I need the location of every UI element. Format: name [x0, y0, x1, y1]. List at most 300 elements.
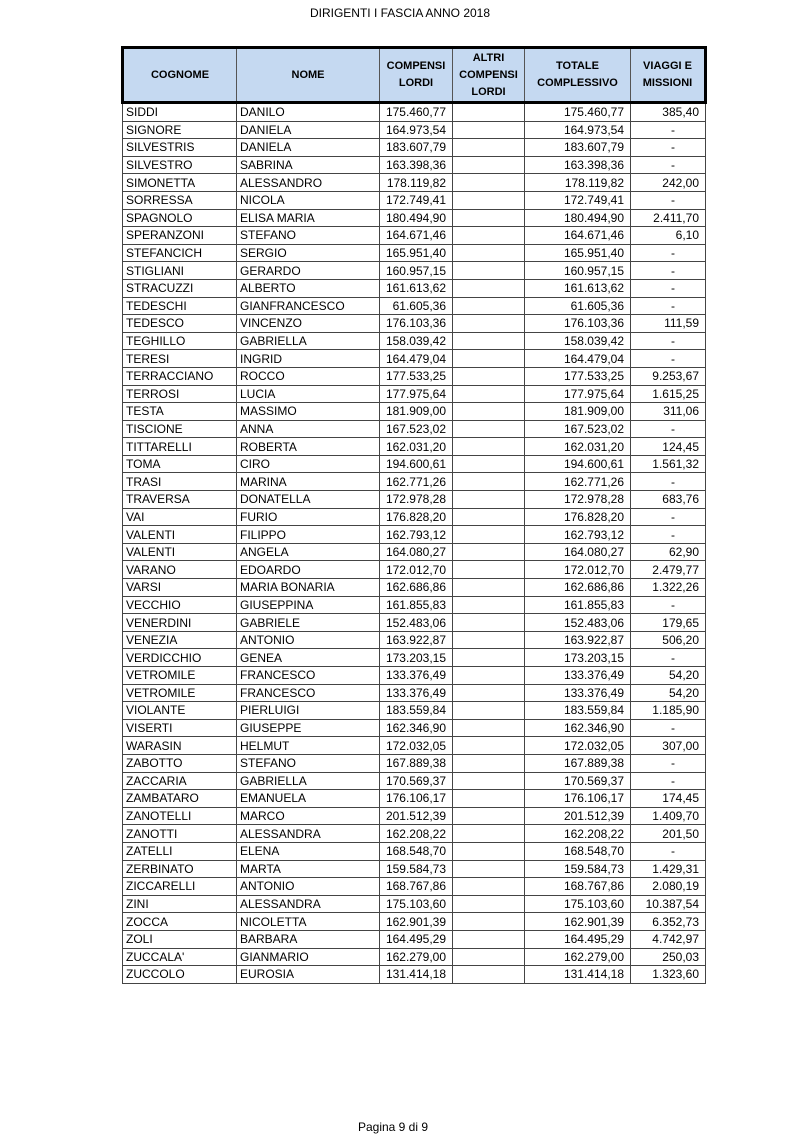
compensi-lordi-cell: 180.494,90: [380, 209, 453, 227]
cognome-cell: VIOLANTE: [123, 702, 237, 720]
altri-compensi-cell: [453, 279, 525, 297]
altri-compensi-cell: [453, 420, 525, 438]
table-row: [123, 596, 706, 614]
compensi-lordi-cell: 183.559,84: [380, 702, 453, 720]
totale-complessivo-cell: 168.548,70: [525, 842, 631, 860]
table-row: [123, 103, 706, 122]
nome-cell: EDOARDO: [237, 561, 380, 579]
totale-complessivo-cell: 172.749,41: [525, 191, 631, 209]
compensi-lordi-cell: 133.376,49: [380, 684, 453, 702]
nome-cell: MARINA: [237, 473, 380, 491]
altri-compensi-cell: [453, 244, 525, 262]
cognome-cell: STRACUZZI: [123, 279, 237, 297]
altri-compensi-cell: [453, 913, 525, 931]
altri-compensi-cell: [453, 367, 525, 385]
altri-compensi-cell: [453, 807, 525, 825]
viaggi-missioni-cell: 1.185,90: [631, 702, 706, 720]
table-row: [123, 614, 706, 632]
table-row: [123, 403, 706, 421]
viaggi-missioni-cell: -: [631, 473, 706, 491]
altri-compensi-cell: [453, 315, 525, 333]
table-row: [123, 315, 706, 333]
viaggi-missioni-cell: -: [631, 279, 706, 297]
compensi-lordi-cell: 162.279,00: [380, 948, 453, 966]
cognome-cell: TERROSI: [123, 385, 237, 403]
altri-compensi-cell: [453, 719, 525, 737]
altri-compensi-cell: [453, 403, 525, 421]
compensi-lordi-cell: 167.523,02: [380, 420, 453, 438]
totale-complessivo-cell: 176.828,20: [525, 508, 631, 526]
compensi-lordi-cell: 163.922,87: [380, 631, 453, 649]
nome-cell: GIUSEPPINA: [237, 596, 380, 614]
compensi-lordi-cell: 160.957,15: [380, 262, 453, 280]
compensi-lordi-cell: 172.032,05: [380, 737, 453, 755]
cognome-cell: ZUCCOLO: [123, 966, 237, 984]
nome-cell: MARCO: [237, 807, 380, 825]
viaggi-missioni-cell: -: [631, 191, 706, 209]
cognome-cell: VENEZIA: [123, 631, 237, 649]
cognome-cell: WARASIN: [123, 737, 237, 755]
altri-compensi-cell: [453, 860, 525, 878]
totale-complessivo-cell: 194.600,61: [525, 455, 631, 473]
compensi-lordi-cell: 173.203,15: [380, 649, 453, 667]
totale-complessivo-cell: 163.922,87: [525, 631, 631, 649]
cognome-cell: SIMONETTA: [123, 174, 237, 192]
nome-cell: GENEA: [237, 649, 380, 667]
cognome-cell: ZUCCALA': [123, 948, 237, 966]
nome-cell: DONATELLA: [237, 491, 380, 509]
table-row: [123, 508, 706, 526]
totale-complessivo-cell: 167.889,38: [525, 754, 631, 772]
table-header: [123, 48, 706, 103]
totale-complessivo-cell: 162.031,20: [525, 438, 631, 456]
totale-complessivo-cell: 173.203,15: [525, 649, 631, 667]
cognome-cell: TEGHILLO: [123, 332, 237, 350]
altri-compensi-cell: [453, 579, 525, 597]
totale-complessivo-cell: 162.686,86: [525, 579, 631, 597]
viaggi-missioni-cell: -: [631, 649, 706, 667]
totale-complessivo-cell: 152.483,06: [525, 614, 631, 632]
viaggi-missioni-cell: 311,06: [631, 403, 706, 421]
nome-cell: LUCIA: [237, 385, 380, 403]
totale-complessivo-cell: 164.671,46: [525, 227, 631, 245]
nome-cell: MARIA BONARIA: [237, 579, 380, 597]
totale-complessivo-cell: 159.584,73: [525, 860, 631, 878]
viaggi-missioni-cell: 124,45: [631, 438, 706, 456]
nome-cell: ROBERTA: [237, 438, 380, 456]
nome-cell: ELISA MARIA: [237, 209, 380, 227]
cognome-cell: ZERBINATO: [123, 860, 237, 878]
altri-compensi-cell: [453, 878, 525, 896]
viaggi-missioni-cell: 179,65: [631, 614, 706, 632]
viaggi-missioni-cell: 1.561,32: [631, 455, 706, 473]
totale-complessivo-cell: 176.106,17: [525, 790, 631, 808]
compensation-table: [121, 46, 707, 984]
viaggi-missioni-cell: -: [631, 262, 706, 280]
altri-compensi-cell: [453, 174, 525, 192]
totale-complessivo-cell: 167.523,02: [525, 420, 631, 438]
totale-complessivo-cell: 164.080,27: [525, 543, 631, 561]
table-row: [123, 772, 706, 790]
altri-compensi-cell: [453, 895, 525, 913]
table-row: [123, 174, 706, 192]
viaggi-missioni-cell: 9.253,67: [631, 367, 706, 385]
table-row: [123, 139, 706, 157]
nome-cell: EMANUELA: [237, 790, 380, 808]
table-row: [123, 420, 706, 438]
altri-compensi-cell: [453, 526, 525, 544]
cognome-cell: ZABOTTO: [123, 754, 237, 772]
cognome-cell: SPAGNOLO: [123, 209, 237, 227]
compensi-lordi-cell: 175.460,77: [380, 103, 453, 122]
nome-cell: HELMUT: [237, 737, 380, 755]
nome-cell: GABRIELLA: [237, 772, 380, 790]
column-header-cognome: COGNOME: [123, 48, 237, 103]
cognome-cell: VECCHIO: [123, 596, 237, 614]
nome-cell: FILIPPO: [237, 526, 380, 544]
totale-complessivo-cell: 181.909,00: [525, 403, 631, 421]
compensi-lordi-cell: 162.031,20: [380, 438, 453, 456]
nome-cell: STEFANO: [237, 754, 380, 772]
cognome-cell: TEDESCHI: [123, 297, 237, 315]
cognome-cell: TOMA: [123, 455, 237, 473]
table-row: [123, 684, 706, 702]
totale-complessivo-cell: 183.607,79: [525, 139, 631, 157]
compensi-lordi-cell: 162.901,39: [380, 913, 453, 931]
nome-cell: BARBARA: [237, 930, 380, 948]
cognome-cell: ZACCARIA: [123, 772, 237, 790]
cognome-cell: VETROMILE: [123, 667, 237, 685]
cognome-cell: TERRACCIANO: [123, 367, 237, 385]
compensi-lordi-cell: 162.771,26: [380, 473, 453, 491]
altri-compensi-cell: [453, 103, 525, 122]
page-title: DIRIGENTI I FASCIA ANNO 2018: [309, 6, 491, 20]
totale-complessivo-cell: 162.901,39: [525, 913, 631, 931]
viaggi-missioni-cell: 1.429,31: [631, 860, 706, 878]
totale-complessivo-cell: 162.279,00: [525, 948, 631, 966]
table-row: [123, 948, 706, 966]
cognome-cell: TEDESCO: [123, 315, 237, 333]
table-row: [123, 209, 706, 227]
altri-compensi-cell: [453, 948, 525, 966]
totale-complessivo-cell: 172.978,28: [525, 491, 631, 509]
column-header-viaggi-e-missioni: VIAGGI E MISSIONI: [631, 48, 706, 103]
compensi-lordi-cell: 61.605,36: [380, 297, 453, 315]
cognome-cell: STEFANCICH: [123, 244, 237, 262]
totale-complessivo-cell: 164.495,29: [525, 930, 631, 948]
altri-compensi-cell: [453, 772, 525, 790]
viaggi-missioni-cell: 62,90: [631, 543, 706, 561]
table-row: [123, 350, 706, 368]
table-row: [123, 667, 706, 685]
nome-cell: GIANMARIO: [237, 948, 380, 966]
table-row: [123, 807, 706, 825]
table-row: [123, 631, 706, 649]
cognome-cell: SORRESSA: [123, 191, 237, 209]
compensi-lordi-cell: 176.106,17: [380, 790, 453, 808]
totale-complessivo-cell: 162.771,26: [525, 473, 631, 491]
compensi-lordi-cell: 152.483,06: [380, 614, 453, 632]
nome-cell: ALESSANDRA: [237, 895, 380, 913]
viaggi-missioni-cell: 506,20: [631, 631, 706, 649]
cognome-cell: TITTARELLI: [123, 438, 237, 456]
nome-cell: GABRIELE: [237, 614, 380, 632]
compensi-lordi-cell: 158.039,42: [380, 332, 453, 350]
altri-compensi-cell: [453, 297, 525, 315]
nome-cell: DANILO: [237, 103, 380, 122]
cognome-cell: TRASI: [123, 473, 237, 491]
viaggi-missioni-cell: 1.409,70: [631, 807, 706, 825]
viaggi-missioni-cell: 111,59: [631, 315, 706, 333]
nome-cell: DANIELA: [237, 139, 380, 157]
nome-cell: DANIELA: [237, 121, 380, 139]
altri-compensi-cell: [453, 930, 525, 948]
nome-cell: SERGIO: [237, 244, 380, 262]
altri-compensi-cell: [453, 227, 525, 245]
altri-compensi-cell: [453, 156, 525, 174]
nome-cell: MASSIMO: [237, 403, 380, 421]
cognome-cell: TISCIONE: [123, 420, 237, 438]
nome-cell: ANTONIO: [237, 631, 380, 649]
nome-cell: GIUSEPPE: [237, 719, 380, 737]
table-row: [123, 191, 706, 209]
table-row: [123, 438, 706, 456]
table-row: [123, 385, 706, 403]
viaggi-missioni-cell: 683,76: [631, 491, 706, 509]
cognome-cell: SIDDI: [123, 103, 237, 122]
table-row: [123, 895, 706, 913]
viaggi-missioni-cell: 6,10: [631, 227, 706, 245]
table-row: [123, 649, 706, 667]
compensi-lordi-cell: 159.584,73: [380, 860, 453, 878]
cognome-cell: ZINI: [123, 895, 237, 913]
totale-complessivo-cell: 168.767,86: [525, 878, 631, 896]
altri-compensi-cell: [453, 191, 525, 209]
viaggi-missioni-cell: 250,03: [631, 948, 706, 966]
cognome-cell: TESTA: [123, 403, 237, 421]
viaggi-missioni-cell: 2.479,77: [631, 561, 706, 579]
compensi-lordi-cell: 165.951,40: [380, 244, 453, 262]
nome-cell: EUROSIA: [237, 966, 380, 984]
altri-compensi-cell: [453, 825, 525, 843]
altri-compensi-cell: [453, 350, 525, 368]
cognome-cell: VARSI: [123, 579, 237, 597]
compensi-lordi-cell: 168.548,70: [380, 842, 453, 860]
table-row: [123, 878, 706, 896]
table-row: [123, 860, 706, 878]
compensi-lordi-cell: 175.103,60: [380, 895, 453, 913]
totale-complessivo-cell: 172.012,70: [525, 561, 631, 579]
compensi-lordi-cell: 164.495,29: [380, 930, 453, 948]
totale-complessivo-cell: 183.559,84: [525, 702, 631, 720]
table-row: [123, 825, 706, 843]
altri-compensi-cell: [453, 209, 525, 227]
table-row: [123, 579, 706, 597]
viaggi-missioni-cell: 10.387,54: [631, 895, 706, 913]
altri-compensi-cell: [453, 614, 525, 632]
column-header-compensi-lordi: COMPENSI LORDI: [380, 48, 453, 103]
nome-cell: FURIO: [237, 508, 380, 526]
totale-complessivo-cell: 178.119,82: [525, 174, 631, 192]
compensi-lordi-cell: 162.793,12: [380, 526, 453, 544]
viaggi-missioni-cell: -: [631, 297, 706, 315]
nome-cell: MARTA: [237, 860, 380, 878]
nome-cell: ELENA: [237, 842, 380, 860]
altri-compensi-cell: [453, 667, 525, 685]
viaggi-missioni-cell: 242,00: [631, 174, 706, 192]
totale-complessivo-cell: 164.479,04: [525, 350, 631, 368]
totale-complessivo-cell: 161.613,62: [525, 279, 631, 297]
compensi-lordi-cell: 201.512,39: [380, 807, 453, 825]
cognome-cell: VENERDINI: [123, 614, 237, 632]
altri-compensi-cell: [453, 508, 525, 526]
table-row: [123, 262, 706, 280]
viaggi-missioni-cell: -: [631, 156, 706, 174]
viaggi-missioni-cell: -: [631, 596, 706, 614]
nome-cell: ALESSANDRA: [237, 825, 380, 843]
nome-cell: ANGELA: [237, 543, 380, 561]
page-footer: Pagina 9 di 9: [357, 1120, 429, 1134]
nome-cell: FRANCESCO: [237, 684, 380, 702]
altri-compensi-cell: [453, 438, 525, 456]
nome-cell: SABRINA: [237, 156, 380, 174]
compensi-lordi-cell: 161.613,62: [380, 279, 453, 297]
nome-cell: PIERLUIGI: [237, 702, 380, 720]
nome-cell: ANTONIO: [237, 878, 380, 896]
compensi-lordi-cell: 194.600,61: [380, 455, 453, 473]
totale-complessivo-cell: 162.208,22: [525, 825, 631, 843]
totale-complessivo-cell: 162.793,12: [525, 526, 631, 544]
nome-cell: INGRID: [237, 350, 380, 368]
compensi-lordi-cell: 162.208,22: [380, 825, 453, 843]
cognome-cell: ZAMBATARO: [123, 790, 237, 808]
totale-complessivo-cell: 158.039,42: [525, 332, 631, 350]
compensi-lordi-cell: 161.855,83: [380, 596, 453, 614]
cognome-cell: TERESI: [123, 350, 237, 368]
compensi-lordi-cell: 163.398,36: [380, 156, 453, 174]
column-header-totale-complessivo: TOTALE COMPLESSIVO: [525, 48, 631, 103]
nome-cell: FRANCESCO: [237, 667, 380, 685]
altri-compensi-cell: [453, 790, 525, 808]
cognome-cell: ZOLI: [123, 930, 237, 948]
viaggi-missioni-cell: 385,40: [631, 103, 706, 122]
viaggi-missioni-cell: 2.411,70: [631, 209, 706, 227]
totale-complessivo-cell: 164.973,54: [525, 121, 631, 139]
compensi-lordi-cell: 162.346,90: [380, 719, 453, 737]
altri-compensi-cell: [453, 702, 525, 720]
viaggi-missioni-cell: -: [631, 754, 706, 772]
altri-compensi-cell: [453, 842, 525, 860]
cognome-cell: SIGNORE: [123, 121, 237, 139]
altri-compensi-cell: [453, 561, 525, 579]
nome-cell: GERARDO: [237, 262, 380, 280]
viaggi-missioni-cell: 174,45: [631, 790, 706, 808]
altri-compensi-cell: [453, 121, 525, 139]
viaggi-missioni-cell: 307,00: [631, 737, 706, 755]
viaggi-missioni-cell: 54,20: [631, 667, 706, 685]
viaggi-missioni-cell: 54,20: [631, 684, 706, 702]
table-row: [123, 297, 706, 315]
altri-compensi-cell: [453, 385, 525, 403]
table-row: [123, 473, 706, 491]
totale-complessivo-cell: 163.398,36: [525, 156, 631, 174]
nome-cell: CIRO: [237, 455, 380, 473]
compensi-lordi-cell: 177.975,64: [380, 385, 453, 403]
compensi-lordi-cell: 177.533,25: [380, 367, 453, 385]
compensi-lordi-cell: 176.828,20: [380, 508, 453, 526]
viaggi-missioni-cell: 1.322,26: [631, 579, 706, 597]
nome-cell: ALESSANDRO: [237, 174, 380, 192]
nome-cell: ANNA: [237, 420, 380, 438]
viaggi-missioni-cell: -: [631, 121, 706, 139]
totale-complessivo-cell: 177.975,64: [525, 385, 631, 403]
cognome-cell: VALENTI: [123, 543, 237, 561]
table-row: [123, 455, 706, 473]
viaggi-missioni-cell: 1.615,25: [631, 385, 706, 403]
table-row: [123, 121, 706, 139]
table-row: [123, 930, 706, 948]
cognome-cell: SILVESTRO: [123, 156, 237, 174]
table-row: [123, 913, 706, 931]
altri-compensi-cell: [453, 684, 525, 702]
compensi-lordi-cell: 133.376,49: [380, 667, 453, 685]
totale-complessivo-cell: 161.855,83: [525, 596, 631, 614]
nome-cell: NICOLA: [237, 191, 380, 209]
table-row: [123, 227, 706, 245]
compensi-lordi-cell: 167.889,38: [380, 754, 453, 772]
totale-complessivo-cell: 172.032,05: [525, 737, 631, 755]
totale-complessivo-cell: 162.346,90: [525, 719, 631, 737]
totale-complessivo-cell: 165.951,40: [525, 244, 631, 262]
totale-complessivo-cell: 170.569,37: [525, 772, 631, 790]
compensi-lordi-cell: 164.080,27: [380, 543, 453, 561]
totale-complessivo-cell: 175.103,60: [525, 895, 631, 913]
cognome-cell: VARANO: [123, 561, 237, 579]
table-body: [123, 103, 706, 984]
table-row: [123, 491, 706, 509]
table-row: [123, 842, 706, 860]
altri-compensi-cell: [453, 455, 525, 473]
cognome-cell: TRAVERSA: [123, 491, 237, 509]
viaggi-missioni-cell: 6.352,73: [631, 913, 706, 931]
compensi-lordi-cell: 162.686,86: [380, 579, 453, 597]
altri-compensi-cell: [453, 737, 525, 755]
compensi-lordi-cell: 164.973,54: [380, 121, 453, 139]
viaggi-missioni-cell: 201,50: [631, 825, 706, 843]
cognome-cell: ZATELLI: [123, 842, 237, 860]
table-row: [123, 702, 706, 720]
altri-compensi-cell: [453, 262, 525, 280]
nome-cell: GABRIELLA: [237, 332, 380, 350]
altri-compensi-cell: [453, 649, 525, 667]
altri-compensi-cell: [453, 754, 525, 772]
table-row: [123, 279, 706, 297]
compensi-lordi-cell: 164.479,04: [380, 350, 453, 368]
altri-compensi-cell: [453, 139, 525, 157]
compensi-lordi-cell: 172.749,41: [380, 191, 453, 209]
compensi-lordi-cell: 172.978,28: [380, 491, 453, 509]
cognome-cell: ZANOTELLI: [123, 807, 237, 825]
cognome-cell: STIGLIANI: [123, 262, 237, 280]
table-row: [123, 543, 706, 561]
totale-complessivo-cell: 180.494,90: [525, 209, 631, 227]
viaggi-missioni-cell: -: [631, 244, 706, 262]
altri-compensi-cell: [453, 966, 525, 984]
totale-complessivo-cell: 160.957,15: [525, 262, 631, 280]
table-row: [123, 244, 706, 262]
nome-cell: VINCENZO: [237, 315, 380, 333]
compensi-lordi-cell: 131.414,18: [380, 966, 453, 984]
